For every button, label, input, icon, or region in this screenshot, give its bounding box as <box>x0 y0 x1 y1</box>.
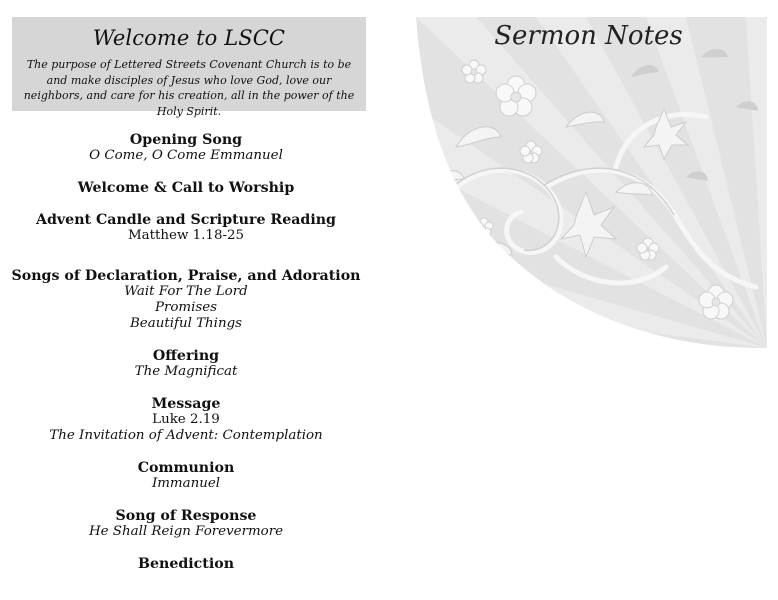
welcome-heading: Welcome & Call to Worship <box>77 180 295 196</box>
message-heading: Message <box>151 396 221 412</box>
advent-reference: Matthew 1.18-25 <box>127 228 245 243</box>
sermon-notes-panel <box>416 17 767 348</box>
opening-song: O Come, O Come Emmanuel <box>89 148 283 163</box>
songs-heading: Songs of Declaration, Praise, and Adoration <box>11 268 361 284</box>
response-heading: Song of Response <box>115 508 257 524</box>
response-song: He Shall Reign Forevermore <box>88 524 284 539</box>
message-reference: Luke 2.19 <box>152 412 220 427</box>
order-of-worship-panel <box>0 0 372 600</box>
benediction-heading: Benediction <box>137 556 235 572</box>
communion-song: Immanuel <box>151 476 221 491</box>
welcome-box <box>12 17 366 118</box>
song-item: Wait For The Lord <box>124 284 248 299</box>
advent-heading: Advent Candle and Scripture Reading <box>36 212 336 228</box>
offering-song: The Magnificat <box>134 364 238 379</box>
sermon-notes-title: Sermon Notes <box>494 21 683 51</box>
opening-heading: Opening Song <box>129 132 243 148</box>
message-title: The Invitation of Advent: Contemplation <box>49 428 323 443</box>
communion-heading: Communion <box>137 460 235 476</box>
welcome-title: Welcome to LSCC <box>92 26 286 50</box>
song-item: Promises <box>154 300 218 315</box>
song-item: Beautiful Things <box>129 316 243 331</box>
floral-decoration <box>416 17 767 348</box>
purpose-statement: The purpose of Lettered Streets Covenant Church is to be and make disciples of Jesus who love God, love our neighbors, and care for his creation, all in the power of the Holy Spirit. <box>23 58 355 118</box>
order-list <box>0 132 372 572</box>
offering-heading: Offering <box>152 348 220 364</box>
